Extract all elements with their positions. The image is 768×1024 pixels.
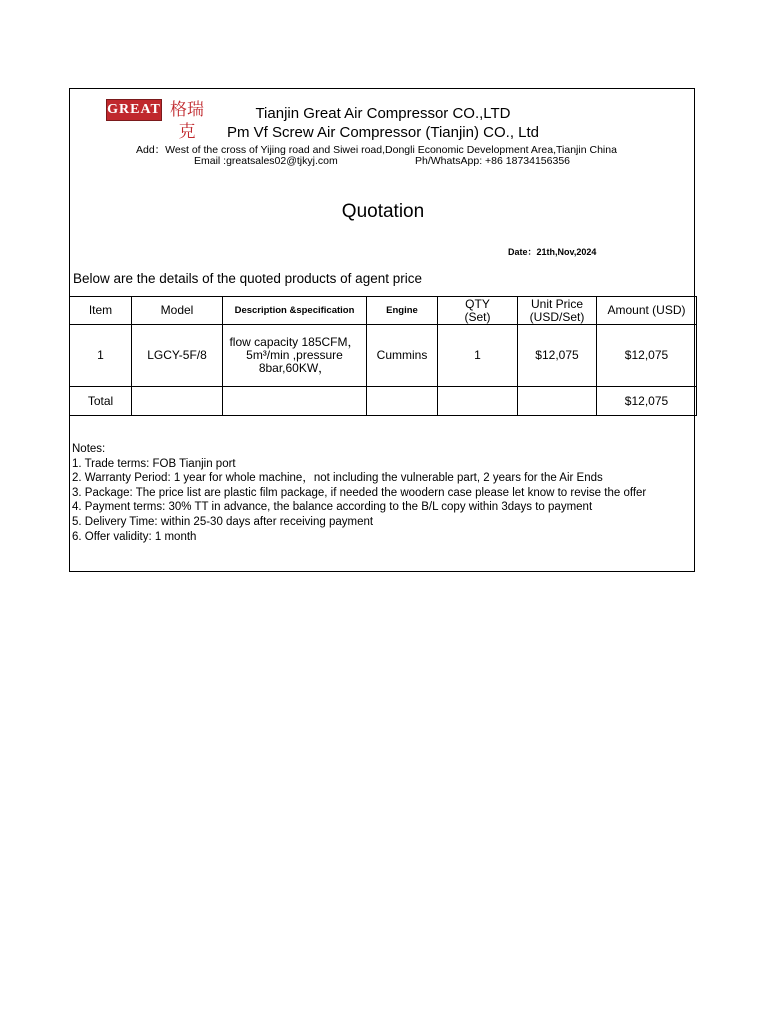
document-date: Date：21th,Nov,2024 bbox=[508, 247, 597, 257]
note-item: 3. Package: The price list are plastic film package, if needed the woodern case please let know to revise the offer bbox=[72, 486, 647, 499]
description-line-2: 5m³/min ,pressure bbox=[246, 348, 343, 362]
cell-description bbox=[223, 325, 367, 387]
logo-brand-en: GREAT bbox=[106, 99, 162, 121]
total-empty-cell bbox=[438, 387, 518, 416]
note-item: 5. Delivery Time: within 25-30 days after receiving payment bbox=[72, 515, 374, 528]
table-header-row bbox=[70, 297, 697, 325]
total-empty-cell bbox=[367, 387, 438, 416]
note-item: 4. Payment terms: 30% TT in advance, the balance according to the B/L copy within 3days to payment bbox=[72, 501, 593, 514]
cell-amount: $12,075 bbox=[597, 325, 697, 387]
header-amount: Amount (USD) bbox=[597, 297, 697, 325]
total-label: Total bbox=[70, 387, 132, 416]
description-line-3: 8bar,60KW， bbox=[258, 361, 331, 375]
company-address: Add：West of the cross of Yijing road and Siwei road,Dongli Economic Development Area,Tianjin China bbox=[136, 144, 617, 156]
quotation-table bbox=[69, 296, 697, 416]
notes-heading: Notes: bbox=[72, 443, 106, 455]
cell-engine: Cummins bbox=[367, 325, 438, 387]
company-name-secondary: Pm Vf Screw Air Compressor (Tianjin) CO., Ltd bbox=[226, 124, 540, 141]
logo-brand-cn: 格瑞克 bbox=[170, 100, 204, 142]
table-row bbox=[70, 325, 697, 387]
total-empty-cell bbox=[518, 387, 597, 416]
header-engine: Engine bbox=[367, 297, 438, 325]
header-qty bbox=[438, 297, 518, 325]
intro-text: Below are the details of the quoted products of agent price bbox=[73, 271, 422, 286]
company-phone: Ph/WhatsApp: +86 18734156356 bbox=[415, 155, 570, 167]
cell-qty: 1 bbox=[438, 325, 518, 387]
note-item: 1. Trade terms: FOB Tianjin port bbox=[72, 457, 236, 470]
company-name-primary: Tianjin Great Air Compressor CO.,LTD bbox=[255, 105, 511, 122]
header-unit-price-line1: Unit Price bbox=[530, 296, 583, 311]
total-empty-cell bbox=[132, 387, 223, 416]
header-unit-price-line2: (USD/Set) bbox=[529, 309, 585, 324]
cell-item: 1 bbox=[70, 325, 132, 387]
quotation-sheet bbox=[69, 88, 695, 572]
document-title: Quotation bbox=[341, 201, 425, 222]
description-line-1: flow capacity 185CFM， bbox=[229, 335, 360, 349]
table-total-row bbox=[70, 387, 697, 416]
company-email: Email :greatsales02@tjkyj.com bbox=[194, 155, 338, 167]
header-unit-price bbox=[518, 297, 597, 325]
note-item: 6. Offer validity: 1 month bbox=[72, 530, 197, 543]
header-description: Description &specification bbox=[223, 297, 367, 325]
header-model: Model bbox=[132, 297, 223, 325]
note-item: 2. Warranty Period: 1 year for whole machine，not including the vulnerable part, 2 years for the Air Ends bbox=[72, 472, 603, 485]
header-item: Item bbox=[70, 297, 132, 325]
notes-section bbox=[72, 442, 646, 544]
header-qty-line2: (Set) bbox=[464, 309, 491, 324]
header-qty-line1: QTY bbox=[465, 296, 490, 311]
cell-unit-price: $12,075 bbox=[518, 325, 597, 387]
cell-model: LGCY-5F/8 bbox=[132, 325, 223, 387]
total-empty-cell bbox=[223, 387, 367, 416]
total-amount: $12,075 bbox=[597, 387, 697, 416]
